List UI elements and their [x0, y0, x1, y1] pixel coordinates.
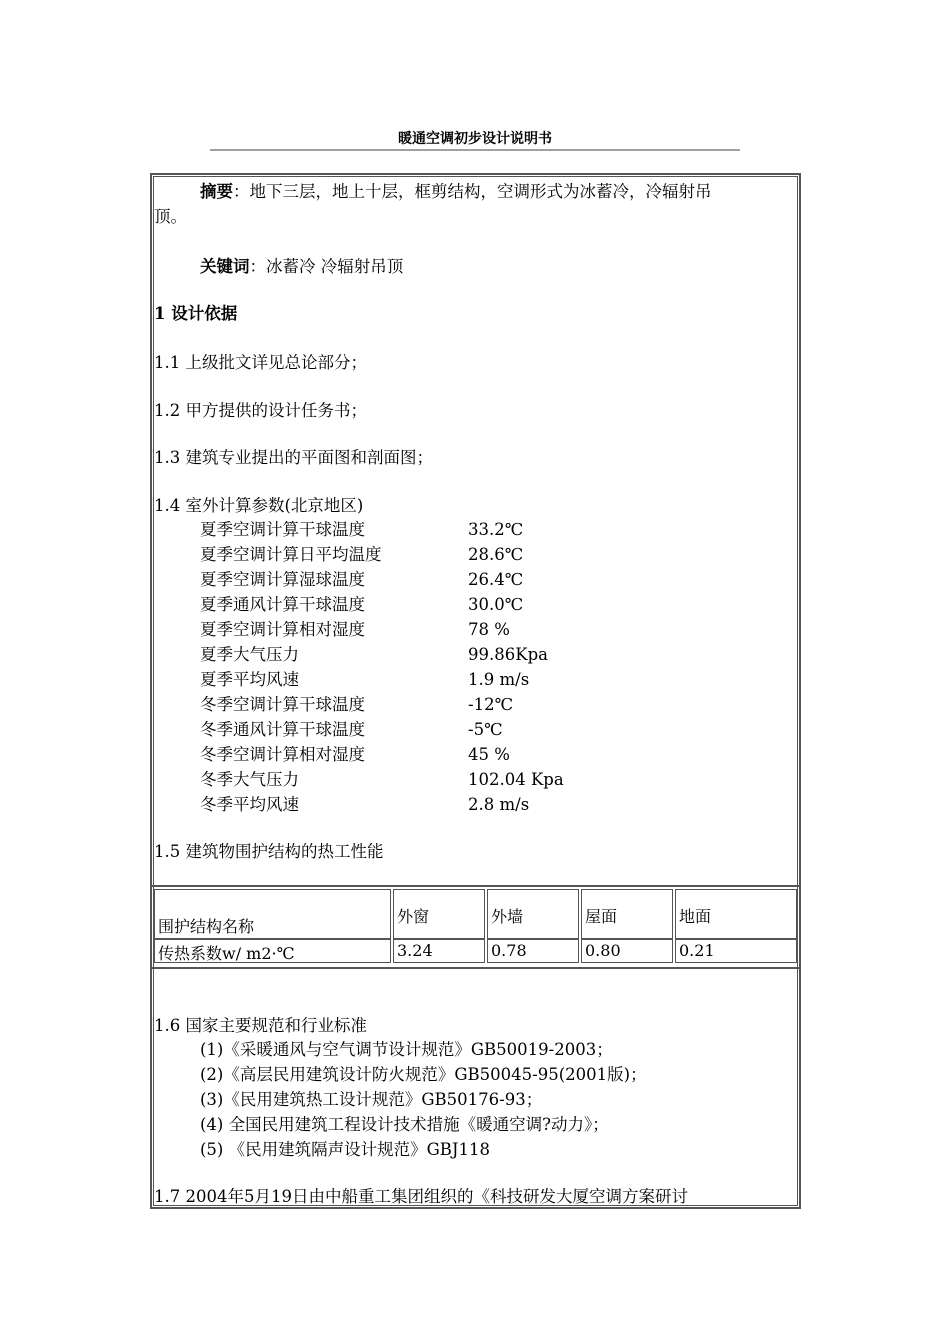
- table-header-cell: 围护结构名称: [154, 889, 391, 939]
- table-data-cell: 传热系数w/ m2·℃: [154, 939, 391, 963]
- param-value: 30.0℃: [468, 595, 524, 614]
- param-value: 99.86Kpa: [468, 645, 548, 664]
- item-1-3: 1.3 建筑专业提出的平面图和剖面图；: [154, 448, 433, 467]
- content-frame: [150, 173, 801, 1209]
- param-value: -12℃: [468, 695, 514, 714]
- param-value: 2.8 m/s: [468, 795, 530, 814]
- section-1-heading: 1 设计依据: [154, 304, 238, 323]
- item-1-2: 1.2 甲方提供的设计任务书；: [154, 401, 367, 420]
- thermal-performance-table: [152, 885, 799, 969]
- keywords-label: 关键词: [200, 257, 250, 276]
- table-header-cell: 外墙: [487, 889, 579, 939]
- param-value: 26.4℃: [468, 570, 524, 589]
- document-title: 暖通空调初步设计说明书: [398, 131, 552, 147]
- abstract-label: 摘要: [200, 182, 233, 201]
- table-header-cell: 屋面: [581, 889, 673, 939]
- standard-item: (4) 全国民用建筑工程设计技术措施《暖通空调?动力》；: [200, 1115, 609, 1134]
- table-data-cell: 3.24: [393, 939, 485, 963]
- standard-item: (2)《高层民用建筑设计防火规范》GB50045-95(2001版)；: [200, 1065, 647, 1084]
- param-name: 夏季空调计算湿球温度: [200, 570, 365, 589]
- item-1-7: 1.7 2004年5月19日由中船重工集团组织的《科技研发大厦空调方案研讨: [154, 1187, 688, 1206]
- param-name: 冬季空调计算干球温度: [200, 695, 365, 714]
- standard-item: (1)《采暖通风与空气调节设计规范》GB50019-2003；: [200, 1040, 613, 1059]
- abstract-text-2: 顶。: [154, 207, 187, 226]
- param-value: 45 %: [468, 745, 510, 764]
- keywords-line: [200, 256, 403, 278]
- abstract-line-1: [200, 181, 712, 203]
- param-name: 冬季空调计算相对湿度: [200, 745, 365, 764]
- item-1-4: 1.4 室外计算参数(北京地区): [154, 496, 364, 515]
- title-underline: [210, 149, 740, 151]
- table-data-cell: 0.21: [675, 939, 797, 963]
- item-1-6: 1.6 国家主要规范和行业标准: [154, 1016, 367, 1035]
- item-1-5: 1.5 建筑物围护结构的热工性能: [154, 842, 384, 861]
- param-name: 夏季大气压力: [200, 645, 299, 664]
- item-1-1: 1.1 上级批文详见总论部分；: [154, 353, 367, 372]
- abstract-text-1: ：地下三层，地上十层，框剪结构，空调形式为冰蓄冷，冷辐射吊: [233, 182, 712, 201]
- param-value: -5℃: [468, 720, 503, 739]
- param-name: 夏季空调计算日平均温度: [200, 545, 382, 564]
- table-header-cell: 地面: [675, 889, 797, 939]
- param-name: 夏季空调计算相对湿度: [200, 620, 365, 639]
- table-header-cell: 外窗: [393, 889, 485, 939]
- param-value: 33.2℃: [468, 520, 524, 539]
- param-value: 102.04 Kpa: [468, 770, 564, 789]
- table-data-cell: 0.78: [487, 939, 579, 963]
- keywords-text: ：冰蓄冷 冷辐射吊顶: [249, 257, 404, 276]
- param-name: 夏季平均风速: [200, 670, 299, 689]
- param-name: 夏季通风计算干球温度: [200, 595, 365, 614]
- param-value: 28.6℃: [468, 545, 524, 564]
- param-name: 冬季大气压力: [200, 770, 299, 789]
- param-value: 78 %: [468, 620, 510, 639]
- param-name: 冬季通风计算干球温度: [200, 720, 365, 739]
- standard-item: (5) 《民用建筑隔声设计规范》GBJ118: [200, 1140, 491, 1159]
- param-name: 夏季空调计算干球温度: [200, 520, 365, 539]
- param-name: 冬季平均风速: [200, 795, 299, 814]
- param-value: 1.9 m/s: [468, 670, 530, 689]
- table-data-cell: 0.80: [581, 939, 673, 963]
- standard-item: (3)《民用建筑热工设计规范》GB50176-93；: [200, 1090, 543, 1109]
